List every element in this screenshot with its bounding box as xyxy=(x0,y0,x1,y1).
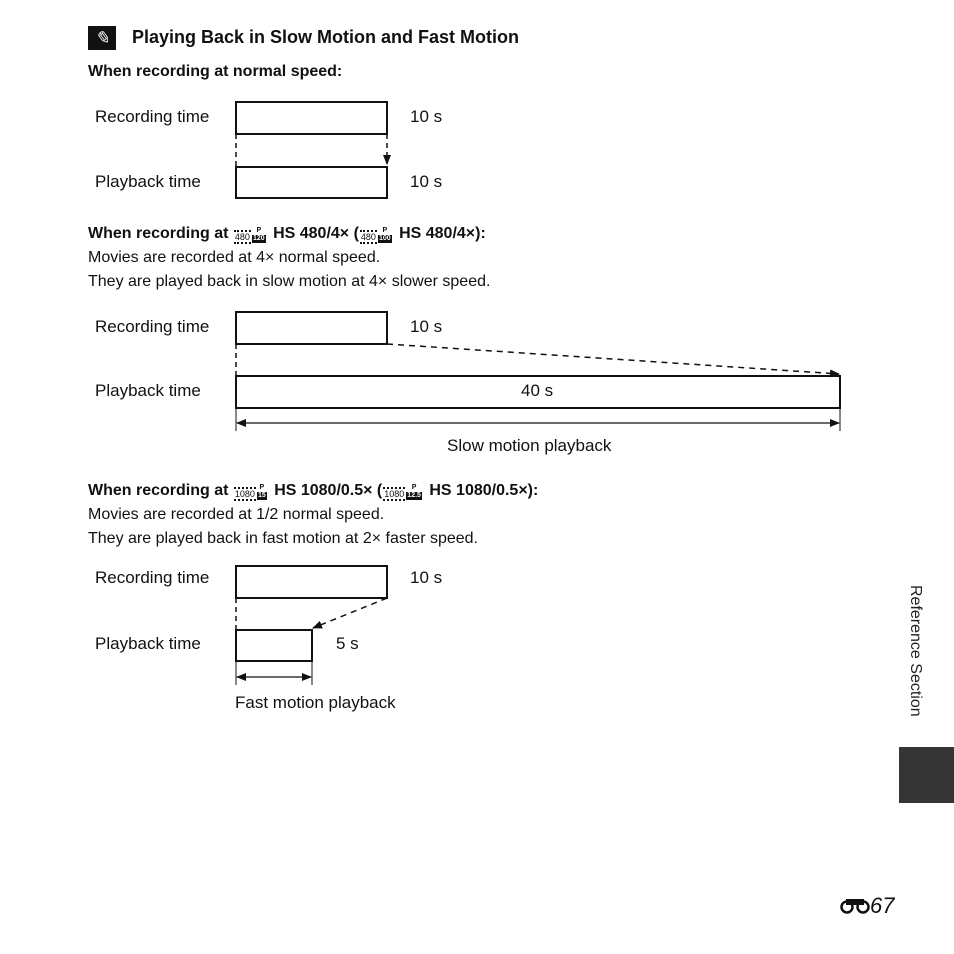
recording-bar xyxy=(236,312,387,344)
frame-rate-100-icon xyxy=(378,227,392,243)
page-number xyxy=(840,893,894,919)
playback-time-value: 40 s xyxy=(521,381,554,400)
section3-line2: They are played back in fast motion at 2× faster speed. xyxy=(88,530,478,547)
fast-motion-caption: Fast motion playback xyxy=(235,693,396,712)
heading-text: HS 480/4×): xyxy=(399,225,486,242)
frame-rate-120-icon xyxy=(252,227,266,243)
recording-bar xyxy=(236,102,387,134)
recording-time-label: Recording time xyxy=(95,317,210,336)
playback-time-label: Playback time xyxy=(95,172,201,191)
frame-rate-12-5-icon xyxy=(406,484,422,500)
playback-time-label: Playback time xyxy=(95,381,201,400)
fps-value: 15 xyxy=(257,492,266,499)
progressive-mark: P xyxy=(411,484,417,491)
playback-time-value: 5 s xyxy=(336,634,359,653)
heading-text: When recording at xyxy=(88,225,229,242)
side-section-label: Reference Section xyxy=(907,585,924,717)
frame-rate-15-icon xyxy=(257,484,267,500)
recording-time-value: 10 s xyxy=(410,107,443,126)
recording-bar xyxy=(236,566,387,598)
movie-mode-1080-icon: 1080 xyxy=(384,489,405,499)
section-tab-marker xyxy=(899,747,954,803)
page-title: Playing Back in Slow Motion and Fast Motion xyxy=(132,27,520,47)
end-arrow xyxy=(387,344,839,374)
movie-mode-480-icon: 480 xyxy=(234,232,250,242)
playback-time-value: 10 s xyxy=(410,172,443,191)
recording-time-label: Recording time xyxy=(95,568,210,587)
end-arrow xyxy=(313,598,387,628)
section2-heading xyxy=(88,225,486,244)
section2-line2: They are played back in slow motion at 4× slower speed. xyxy=(88,273,491,290)
progressive-mark: P xyxy=(256,227,262,234)
pencil-note-icon: ✎ xyxy=(88,26,116,50)
section3-line1: Movies are recorded at 1/2 normal speed. xyxy=(88,506,385,523)
heading-text: HS 1080/0.5× ( xyxy=(274,482,383,499)
fps-value: 12.5 xyxy=(407,492,421,499)
playback-bar xyxy=(236,167,387,198)
recording-time-value: 10 s xyxy=(410,317,443,336)
section1-heading: When recording at normal speed: xyxy=(88,63,343,80)
heading-text: HS 480/4× ( xyxy=(273,225,359,242)
progressive-mark: P xyxy=(382,227,388,234)
page-number-text: 67 xyxy=(870,893,895,918)
fps-value: 100 xyxy=(378,235,391,242)
movie-mode-480-icon: 480 xyxy=(360,232,376,242)
slow-motion-caption: Slow motion playback xyxy=(447,436,612,455)
movie-mode-1080-icon: 1080 xyxy=(234,489,255,499)
playback-time-label: Playback time xyxy=(95,634,201,653)
recording-time-value: 10 s xyxy=(410,568,443,587)
progressive-mark: P xyxy=(259,484,265,491)
binoculars-icon xyxy=(840,896,870,914)
recording-time-label: Recording time xyxy=(95,107,210,126)
heading-text: HS 1080/0.5×): xyxy=(429,482,539,499)
section3-heading xyxy=(88,482,538,501)
section2-line1: Movies are recorded at 4× normal speed. xyxy=(88,249,381,266)
heading-text: When recording at xyxy=(88,482,229,499)
playback-bar xyxy=(236,630,312,661)
fps-value: 120 xyxy=(252,235,265,242)
